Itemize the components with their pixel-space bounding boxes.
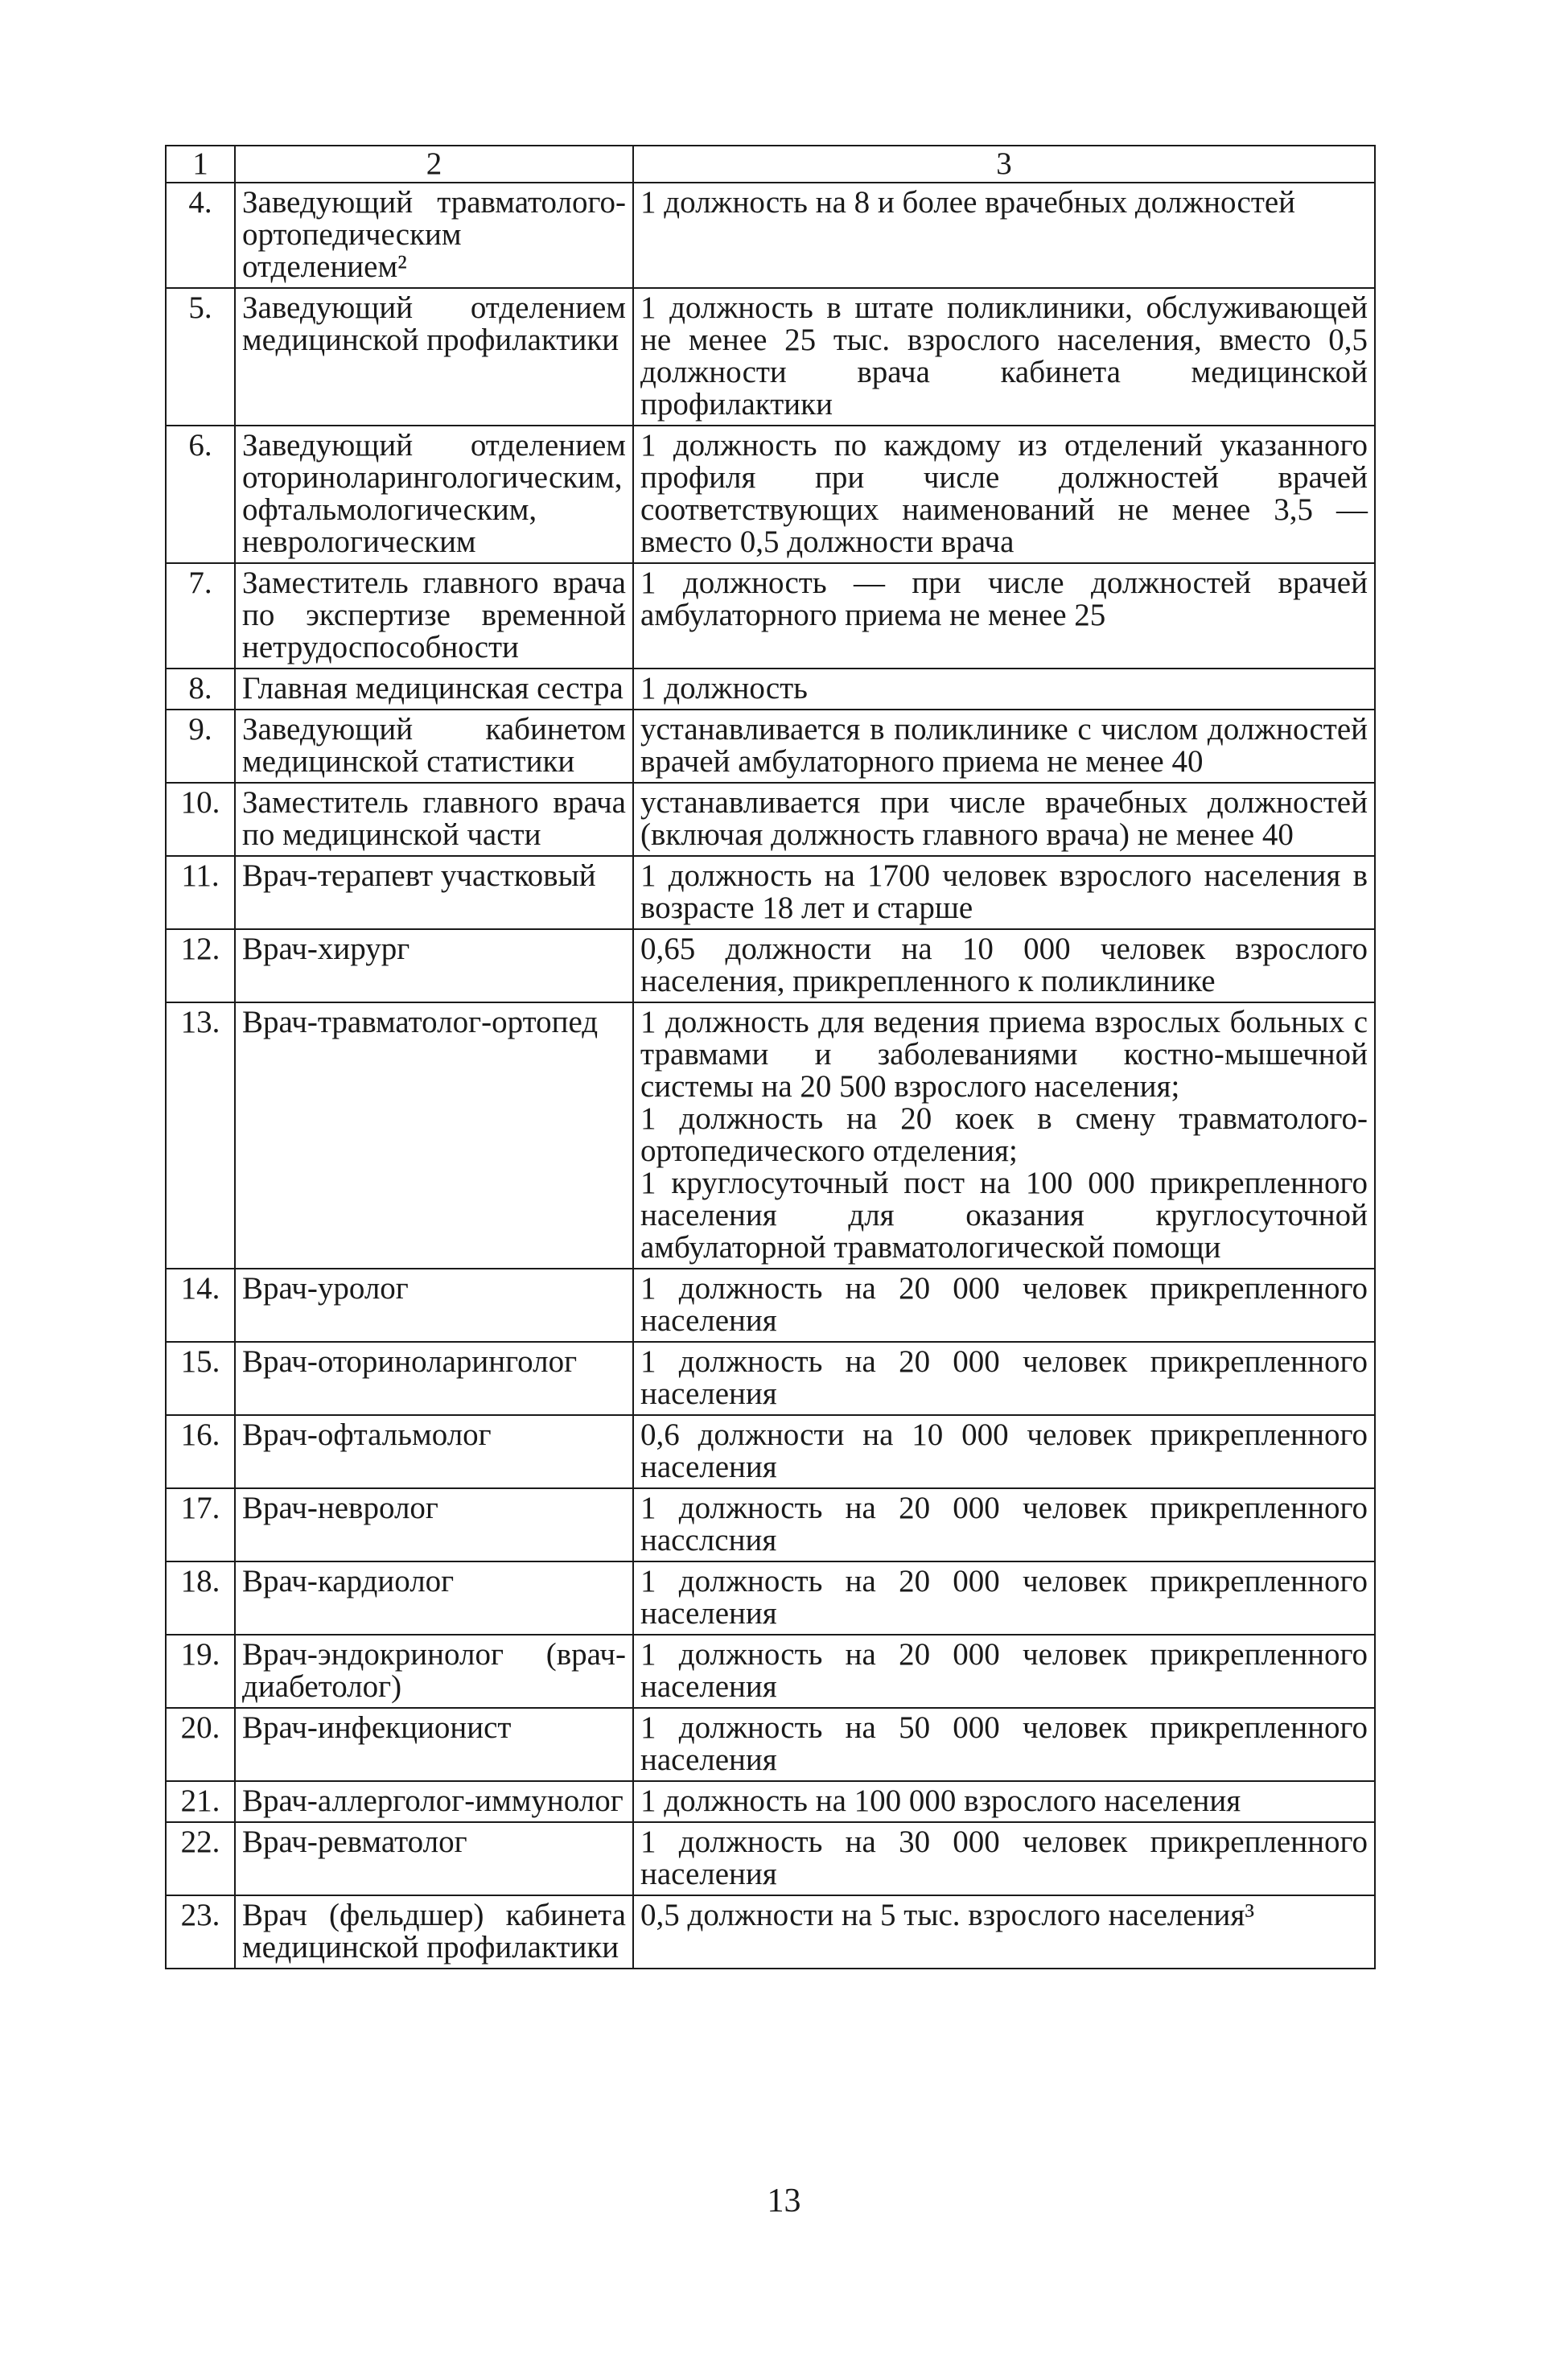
table-row — [166, 1635, 1375, 1708]
table-row — [166, 1269, 1375, 1342]
row-norm: устанавливается при числе врачебных должностей (включая должность главного врача) не менее 40 — [633, 783, 1375, 856]
row-number: 12. — [166, 929, 235, 1002]
row-norm: 0,5 должности на 5 тыс. взрослого населения³ — [633, 1895, 1375, 1969]
row-norm: 1 должность на 50 000 человек прикрепленного населения — [633, 1708, 1375, 1781]
row-position: Заведующий кабинетом медицинской статистики — [235, 710, 633, 783]
row-norm: 1 должность на 1700 человек взрослого населения в возрасте 18 лет и старше — [633, 856, 1375, 929]
row-position: Врач-кардиолог — [235, 1561, 633, 1635]
row-number: 8. — [166, 669, 235, 710]
row-norm: 1 должность на 20 000 человек прикрепленного населения — [633, 1635, 1375, 1708]
row-number: 6. — [166, 426, 235, 563]
row-norm: 1 должность в штате поликлиники, обслуживающей не менее 25 тыс. взрослого населения, вместо 0,5 должности врача кабинета медицинской профилактики — [633, 288, 1375, 426]
table-row — [166, 563, 1375, 669]
row-position: Врач-травматолог-ортопед — [235, 1002, 633, 1269]
row-norm: устанавливается в поликлинике с числом должностей врачей амбулаторного приема не менее 40 — [633, 710, 1375, 783]
row-number: 9. — [166, 710, 235, 783]
row-norm: 1 должность на 20 000 человек прикрепленного населения — [633, 1561, 1375, 1635]
table-row — [166, 1781, 1375, 1822]
header-cell-norm: 3 — [633, 146, 1375, 183]
row-number: 13. — [166, 1002, 235, 1269]
header-cell-position: 2 — [235, 146, 633, 183]
table-row — [166, 1415, 1375, 1488]
row-norm: 1 должность на 20 000 человек прикрепленного насслсния — [633, 1488, 1375, 1561]
row-number: 11. — [166, 856, 235, 929]
staffing-table — [165, 145, 1376, 1969]
row-norm: 1 должность на 20 000 человек прикрепленного населения — [633, 1269, 1375, 1342]
table-row — [166, 288, 1375, 426]
table-row — [166, 1822, 1375, 1895]
row-number: 23. — [166, 1895, 235, 1969]
table-row — [166, 1708, 1375, 1781]
row-number: 17. — [166, 1488, 235, 1561]
row-number: 19. — [166, 1635, 235, 1708]
row-position: Заведующий травматолого-ортопедическим отделением² — [235, 183, 633, 288]
row-number: 7. — [166, 563, 235, 669]
row-position: Врач-оториноларинголог — [235, 1342, 633, 1415]
table-row — [166, 1002, 1375, 1269]
row-position: Врач-аллерголог-иммунолог — [235, 1781, 633, 1822]
row-position: Заместитель главного врача по медицинской части — [235, 783, 633, 856]
row-position: Заведующий отделением оториноларингологическим, офтальмологическим, неврологическим — [235, 426, 633, 563]
row-norm: 1 должность для ведения приема взрослых больных с травмами и заболеваниями костно-мышечной системы на 20 500 взрослого населения; 1 должность на 20 коек в смену травматолого-ортопедического отделения; 1 круглосуточный пост на 100 000 прикрепленного населения для оказания круглосуточной амбулаторной травматологической помощи — [633, 1002, 1375, 1269]
table-row — [166, 183, 1375, 288]
row-number: 20. — [166, 1708, 235, 1781]
row-position: Заведующий отделением медицинской профилактики — [235, 288, 633, 426]
row-position: Заместитель главного врача по экспертизе временной нетрудоспособности — [235, 563, 633, 669]
row-number: 14. — [166, 1269, 235, 1342]
row-number: 10. — [166, 783, 235, 856]
row-position: Врач-эндокринолог (врач-диабетолог) — [235, 1635, 633, 1708]
row-position: Врач-офтальмолог — [235, 1415, 633, 1488]
row-number: 22. — [166, 1822, 235, 1895]
row-position: Врач (фельдшер) кабинета медицинской профилактики — [235, 1895, 633, 1969]
table-body — [166, 146, 1375, 1969]
table-row — [166, 1895, 1375, 1969]
row-norm: 1 должность на 20 000 человек прикрепленного населения — [633, 1342, 1375, 1415]
page-number: 13 — [767, 2183, 801, 2220]
row-position: Врач-уролог — [235, 1269, 633, 1342]
row-position: Врач-терапевт участковый — [235, 856, 633, 929]
table-row — [166, 669, 1375, 710]
row-position: Врач-инфекционист — [235, 1708, 633, 1781]
row-norm: 1 должность — [633, 669, 1375, 710]
table-row — [166, 710, 1375, 783]
table-row — [166, 1561, 1375, 1635]
row-position: Врач-ревматолог — [235, 1822, 633, 1895]
table-header-row — [166, 146, 1375, 183]
row-number: 4. — [166, 183, 235, 288]
row-position: Врач-хирург — [235, 929, 633, 1002]
row-number: 5. — [166, 288, 235, 426]
table-row — [166, 783, 1375, 856]
row-norm: 1 должность на 100 000 взрослого населения — [633, 1781, 1375, 1822]
row-norm: 1 должность по каждому из отделений указанного профиля при числе должностей врачей соответствующих наименований не менее 3,5 — вместо 0,5 должности врача — [633, 426, 1375, 563]
table-row — [166, 1488, 1375, 1561]
header-cell-number: 1 — [166, 146, 235, 183]
table-row — [166, 856, 1375, 929]
table-row — [166, 929, 1375, 1002]
row-position: Врач-невролог — [235, 1488, 633, 1561]
row-norm: 1 должность на 8 и более врачебных должностей — [633, 183, 1375, 288]
row-norm: 1 должность — при числе должностей врачей амбулаторного приема не менее 25 — [633, 563, 1375, 669]
row-norm: 0,6 должности на 10 000 человек прикрепленного населения — [633, 1415, 1375, 1488]
row-number: 16. — [166, 1415, 235, 1488]
row-number: 15. — [166, 1342, 235, 1415]
row-norm: 0,65 должности на 10 000 человек взрослого населения, прикрепленного к поликлинике — [633, 929, 1375, 1002]
row-number: 18. — [166, 1561, 235, 1635]
table-row — [166, 1342, 1375, 1415]
row-position: Главная медицинская сестра — [235, 669, 633, 710]
table-row — [166, 426, 1375, 563]
row-norm: 1 должность на 30 000 человек прикрепленного населения — [633, 1822, 1375, 1895]
row-number: 21. — [166, 1781, 235, 1822]
